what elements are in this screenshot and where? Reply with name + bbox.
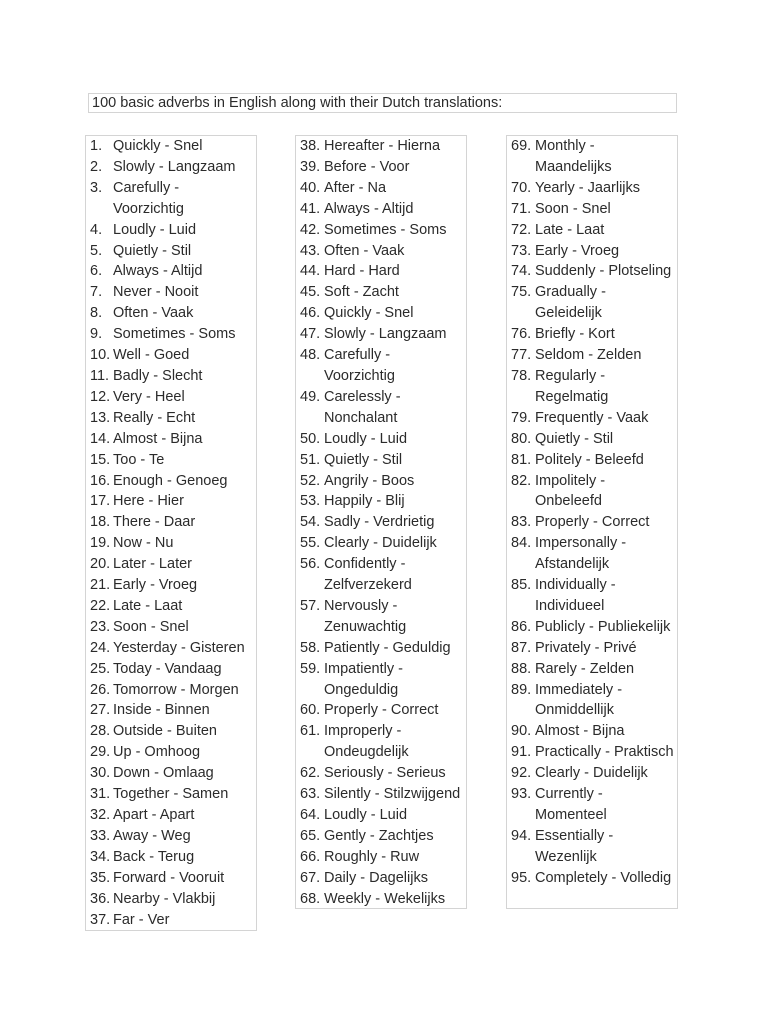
item-number: 90.: [511, 723, 532, 740]
item-number: 93.: [511, 786, 532, 803]
list-item: [507, 575, 677, 617]
item-number: 19.: [90, 535, 111, 552]
list-item: [296, 805, 466, 826]
list-item: [86, 533, 256, 554]
item-number: 38.: [300, 138, 321, 154]
item-number: 4.: [90, 221, 103, 238]
item-number: 53.: [300, 493, 321, 510]
list-item: [86, 659, 256, 680]
item-number: 86.: [511, 618, 532, 635]
list-item: [296, 199, 466, 220]
item-number: 5.: [90, 242, 103, 259]
item-number: 57.: [300, 597, 321, 614]
list-item: [507, 638, 677, 659]
item-number: 52.: [300, 472, 321, 489]
item-translation: Before - Voor: [324, 158, 410, 175]
item-translation: Loudly - Luid: [324, 807, 408, 823]
list-item: [296, 136, 466, 157]
item-number: 47.: [300, 326, 321, 343]
item-number: 78.: [511, 367, 532, 384]
item-number: 63.: [300, 786, 321, 803]
item-translation: Briefly - Kort: [535, 326, 615, 343]
item-translation: Often - Vaak: [324, 242, 405, 259]
item-translation: After - Na: [324, 179, 387, 196]
item-translation: Rarely - Zelden: [535, 660, 635, 677]
item-translation: Slowly - Langzaam: [113, 158, 236, 175]
item-number: 12.: [90, 388, 111, 405]
item-translation: Loudly - Luid: [113, 221, 197, 238]
list-item: [86, 429, 256, 450]
list-item: [507, 178, 677, 199]
item-number: 27.: [90, 702, 111, 719]
item-translation: Roughly - Ruw: [324, 848, 420, 865]
list-item: [296, 721, 466, 763]
list-item: [86, 763, 256, 784]
item-translation: Enough - Genoeg: [113, 472, 228, 489]
item-translation: Carefully - Voorzichtig: [324, 347, 395, 384]
list-item: [86, 805, 256, 826]
item-translation: Carelessly - Nonchalant: [324, 388, 401, 426]
item-number: 60.: [300, 702, 321, 719]
list-item: [507, 826, 677, 868]
item-translation: Early - Vroeg: [113, 577, 198, 594]
item-number: 64.: [300, 807, 321, 823]
list-item: [296, 220, 466, 241]
list-item: [86, 826, 256, 847]
item-translation: Hereafter - Hierna: [324, 138, 441, 154]
list-item: [86, 617, 256, 638]
item-number: 65.: [300, 827, 321, 844]
list-item: [296, 847, 466, 868]
item-translation: Publicly - Publiekelijk: [535, 618, 671, 635]
list-item: [86, 700, 256, 721]
item-translation: Weekly - Wekelijks: [324, 890, 446, 907]
item-translation: Quickly - Snel: [324, 305, 414, 322]
item-translation: Up - Omhoog: [113, 744, 201, 761]
list-item: [507, 241, 677, 262]
item-number: 18.: [90, 514, 111, 531]
item-translation: Almost - Bijna: [113, 430, 203, 447]
item-translation: Nervously - Zenuwachtig: [324, 597, 407, 635]
list-item: [507, 136, 677, 178]
item-number: 67.: [300, 869, 321, 886]
item-translation: Apart - Apart: [113, 807, 195, 823]
item-translation: Soft - Zacht: [324, 284, 399, 301]
item-translation: Quietly - Stil: [535, 430, 614, 447]
item-translation: Essentially - Wezenlijk: [535, 827, 614, 865]
item-translation: Completely - Volledig: [535, 869, 672, 886]
item-translation: Politely - Beleefd: [535, 451, 644, 468]
item-number: 73.: [511, 242, 532, 259]
list-item: [86, 261, 256, 282]
item-number: 33.: [90, 827, 111, 844]
list-item: [86, 868, 256, 889]
item-translation: Inside - Binnen: [113, 702, 210, 719]
item-number: 3.: [90, 179, 103, 196]
item-number: 51.: [300, 451, 321, 468]
list-item: [296, 241, 466, 262]
item-translation: Here - Hier: [113, 493, 184, 510]
item-number: 6.: [90, 263, 103, 280]
list-item: [507, 408, 677, 429]
item-translation: Really - Echt: [113, 409, 196, 426]
item-translation: Hard - Hard: [324, 263, 400, 280]
item-translation: Carefully - Voorzichtig: [113, 179, 184, 217]
item-translation: Late - Laat: [535, 221, 605, 238]
list-item: [86, 450, 256, 471]
list-item: [296, 450, 466, 471]
item-translation: Outside - Buiten: [113, 723, 217, 740]
item-number: 85.: [511, 577, 532, 594]
list-item: [296, 429, 466, 450]
list-item: [86, 408, 256, 429]
item-translation: Happily - Blij: [324, 493, 405, 510]
list-item: [296, 868, 466, 889]
list-item: [507, 784, 677, 826]
item-translation: Impatiently - Ongeduldig: [324, 660, 403, 698]
list-item: [296, 700, 466, 721]
item-number: 26.: [90, 681, 111, 698]
item-number: 87.: [511, 639, 532, 656]
list-item: [296, 387, 466, 429]
item-translation: Clearly - Duidelijk: [535, 765, 648, 782]
list-item: [86, 638, 256, 659]
item-translation: Often - Vaak: [113, 305, 194, 322]
item-number: 34.: [90, 848, 111, 865]
item-number: 1.: [90, 138, 103, 154]
item-translation: Down - Omlaag: [113, 765, 214, 782]
item-translation: Impersonally - Afstandelijk: [535, 535, 627, 573]
list-item: [507, 366, 677, 408]
list-item: [507, 533, 677, 575]
item-translation: There - Daar: [113, 514, 196, 531]
adverb-column-3: [506, 135, 678, 909]
list-item: [507, 763, 677, 784]
item-translation: Never - Nooit: [113, 284, 199, 301]
item-translation: Yesterday - Gisteren: [113, 639, 245, 656]
list-item: [296, 659, 466, 701]
list-item: [507, 345, 677, 366]
item-translation: Confidently - Zelfverzekerd: [324, 556, 412, 594]
list-item: [507, 282, 677, 324]
item-number: 68.: [300, 890, 321, 907]
list-item: [296, 533, 466, 554]
item-number: 74.: [511, 263, 532, 280]
item-number: 54.: [300, 514, 321, 531]
item-translation: Properly - Correct: [324, 702, 439, 719]
list-item: [507, 742, 677, 763]
item-number: 2.: [90, 158, 103, 175]
item-number: 28.: [90, 723, 111, 740]
item-number: 21.: [90, 577, 111, 594]
list-item: [296, 303, 466, 324]
item-translation: Gently - Zachtjes: [324, 827, 434, 844]
item-number: 16.: [90, 472, 111, 489]
list-item: [507, 450, 677, 471]
item-translation: Tomorrow - Morgen: [113, 681, 239, 698]
list-item: [86, 491, 256, 512]
item-number: 92.: [511, 765, 532, 782]
item-translation: Regularly - Regelmatig: [535, 367, 609, 405]
item-number: 50.: [300, 430, 321, 447]
item-number: 32.: [90, 807, 111, 823]
list-item: [296, 638, 466, 659]
item-number: 48.: [300, 347, 321, 364]
item-number: 20.: [90, 556, 111, 573]
item-translation: Quietly - Stil: [113, 242, 192, 259]
item-number: 46.: [300, 305, 321, 322]
item-translation: Gradually - Geleidelijk: [535, 284, 606, 322]
item-number: 94.: [511, 827, 532, 844]
item-number: 22.: [90, 597, 111, 614]
list-item: [86, 387, 256, 408]
item-translation: Now - Nu: [113, 535, 174, 552]
item-translation: Always - Altijd: [113, 263, 203, 280]
list-item: [507, 220, 677, 241]
item-number: 77.: [511, 347, 532, 364]
list-item: [507, 512, 677, 533]
item-translation: Back - Terug: [113, 848, 195, 865]
item-translation: Properly - Correct: [535, 514, 650, 531]
item-translation: Frequently - Vaak: [535, 409, 649, 426]
item-number: 59.: [300, 660, 321, 677]
item-number: 95.: [511, 869, 532, 886]
page-title: 100 basic adverbs in English along with their Dutch translations:: [88, 93, 677, 113]
list-item: [296, 826, 466, 847]
item-number: 42.: [300, 221, 321, 238]
item-translation: Clearly - Duidelijk: [324, 535, 437, 552]
item-translation: Well - Goed: [113, 347, 190, 364]
list-item: [86, 575, 256, 596]
item-number: 41.: [300, 200, 321, 217]
item-number: 83.: [511, 514, 532, 531]
item-number: 58.: [300, 639, 321, 656]
item-translation: Too - Te: [113, 451, 165, 468]
item-number: 89.: [511, 681, 532, 698]
item-number: 88.: [511, 660, 532, 677]
item-number: 75.: [511, 284, 532, 301]
item-translation: Sometimes - Soms: [113, 326, 236, 343]
item-number: 56.: [300, 556, 321, 573]
list-item: [507, 617, 677, 638]
list-item: [507, 324, 677, 345]
item-translation: Practically - Praktisch: [535, 744, 674, 761]
item-translation: Late - Laat: [113, 597, 183, 614]
item-number: 24.: [90, 639, 111, 656]
adverb-column-2: [295, 135, 467, 909]
item-number: 76.: [511, 326, 532, 343]
item-number: 69.: [511, 138, 532, 154]
item-number: 45.: [300, 284, 321, 301]
item-number: 31.: [90, 786, 111, 803]
item-number: 55.: [300, 535, 321, 552]
item-translation: Silently - Stilzwijgend: [324, 786, 461, 803]
list-item: [507, 659, 677, 680]
item-translation: Sometimes - Soms: [324, 221, 447, 238]
list-item: [86, 784, 256, 805]
item-number: 81.: [511, 451, 532, 468]
list-item: [86, 554, 256, 575]
item-translation: Monthly - Maandelijks: [535, 138, 612, 175]
list-item: [86, 303, 256, 324]
list-item: [86, 178, 256, 220]
item-translation: Soon - Snel: [113, 618, 189, 635]
item-number: 23.: [90, 618, 111, 635]
list-item: [86, 220, 256, 241]
item-translation: Improperly - Ondeugdelijk: [324, 723, 409, 761]
item-number: 62.: [300, 765, 321, 782]
item-translation: Yearly - Jaarlijks: [535, 179, 641, 196]
item-translation: Always - Altijd: [324, 200, 414, 217]
list-item: [507, 721, 677, 742]
item-translation: Later - Later: [113, 556, 192, 573]
item-number: 39.: [300, 158, 321, 175]
list-item: [296, 784, 466, 805]
item-number: 82.: [511, 472, 532, 489]
list-item: [86, 324, 256, 345]
item-number: 91.: [511, 744, 532, 761]
item-number: 79.: [511, 409, 532, 426]
list-item: [86, 282, 256, 303]
list-item: [296, 491, 466, 512]
list-item: [86, 889, 256, 910]
item-number: 9.: [90, 326, 103, 343]
list-item: [296, 324, 466, 345]
item-number: 30.: [90, 765, 111, 782]
item-number: 25.: [90, 660, 111, 677]
item-number: 40.: [300, 179, 321, 196]
item-translation: Seldom - Zelden: [535, 347, 642, 364]
item-translation: Angrily - Boos: [324, 472, 415, 489]
list-item: [507, 868, 677, 889]
item-translation: Slowly - Langzaam: [324, 326, 447, 343]
item-number: 43.: [300, 242, 321, 259]
item-translation: Patiently - Geduldig: [324, 639, 451, 656]
list-item: [507, 429, 677, 450]
item-translation: Seriously - Serieus: [324, 765, 446, 782]
item-translation: Almost - Bijna: [535, 723, 625, 740]
list-item: [86, 345, 256, 366]
item-number: 70.: [511, 179, 532, 196]
item-number: 61.: [300, 723, 321, 740]
adverb-column-1: [85, 135, 257, 931]
item-number: 11.: [90, 367, 110, 384]
list-item: [86, 910, 256, 931]
list-item: [86, 512, 256, 533]
item-translation: Privately - Privé: [535, 639, 637, 656]
list-item: [507, 680, 677, 722]
item-number: 29.: [90, 744, 111, 761]
item-translation: Today - Vandaag: [113, 660, 222, 677]
item-number: 84.: [511, 535, 532, 552]
item-translation: Forward - Vooruit: [113, 869, 225, 886]
item-number: 71.: [511, 200, 532, 217]
item-translation: Quietly - Stil: [324, 451, 403, 468]
list-item: [507, 471, 677, 513]
item-number: 37.: [90, 911, 111, 928]
item-number: 80.: [511, 430, 532, 447]
list-item: [296, 471, 466, 492]
list-item: [507, 199, 677, 220]
list-item: [296, 261, 466, 282]
item-translation: Currently - Momenteel: [535, 786, 607, 823]
item-number: 7.: [90, 284, 103, 301]
item-number: 10.: [90, 347, 111, 364]
list-item: [86, 596, 256, 617]
item-number: 44.: [300, 263, 321, 280]
list-item: [86, 241, 256, 262]
list-item: [296, 178, 466, 199]
list-item: [86, 366, 256, 387]
item-translation: Sadly - Verdrietig: [324, 514, 435, 531]
item-translation: Daily - Dagelijks: [324, 869, 428, 886]
list-item: [296, 512, 466, 533]
item-translation: Loudly - Luid: [324, 430, 408, 447]
item-number: 15.: [90, 451, 111, 468]
list-item: [86, 742, 256, 763]
item-number: 72.: [511, 221, 532, 238]
item-number: 17.: [90, 493, 111, 510]
list-item: [507, 261, 677, 282]
item-translation: Badly - Slecht: [113, 367, 203, 384]
item-number: 35.: [90, 869, 111, 886]
list-item: [296, 763, 466, 784]
list-item: [296, 345, 466, 387]
list-item: [296, 554, 466, 596]
item-translation: Early - Vroeg: [535, 242, 620, 259]
item-translation: Soon - Snel: [535, 200, 611, 217]
item-translation: Impolitely - Onbeleefd: [535, 472, 606, 510]
list-item: [296, 282, 466, 303]
item-number: 13.: [90, 409, 111, 426]
list-item: [86, 680, 256, 701]
list-item: [296, 889, 466, 910]
item-translation: Far - Ver: [113, 911, 170, 928]
item-translation: Very - Heel: [113, 388, 185, 405]
item-translation: Away - Weg: [113, 827, 191, 844]
item-number: 8.: [90, 305, 103, 322]
item-translation: Individually - Individueel: [535, 577, 616, 614]
list-item: [86, 471, 256, 492]
list-item: [86, 136, 256, 157]
list-item: [86, 721, 256, 742]
list-item: [296, 596, 466, 638]
item-translation: Together - Samen: [113, 786, 229, 803]
list-item: [86, 847, 256, 868]
item-translation: Suddenly - Plotseling: [535, 263, 672, 280]
item-number: 49.: [300, 388, 321, 405]
item-translation: Quickly - Snel: [113, 138, 203, 154]
list-item: [296, 157, 466, 178]
item-number: 66.: [300, 848, 321, 865]
item-translation: Immediately - Onmiddellijk: [535, 681, 623, 719]
item-number: 14.: [90, 430, 111, 447]
item-translation: Nearby - Vlakbij: [113, 890, 216, 907]
list-item: [86, 157, 256, 178]
item-number: 36.: [90, 890, 111, 907]
